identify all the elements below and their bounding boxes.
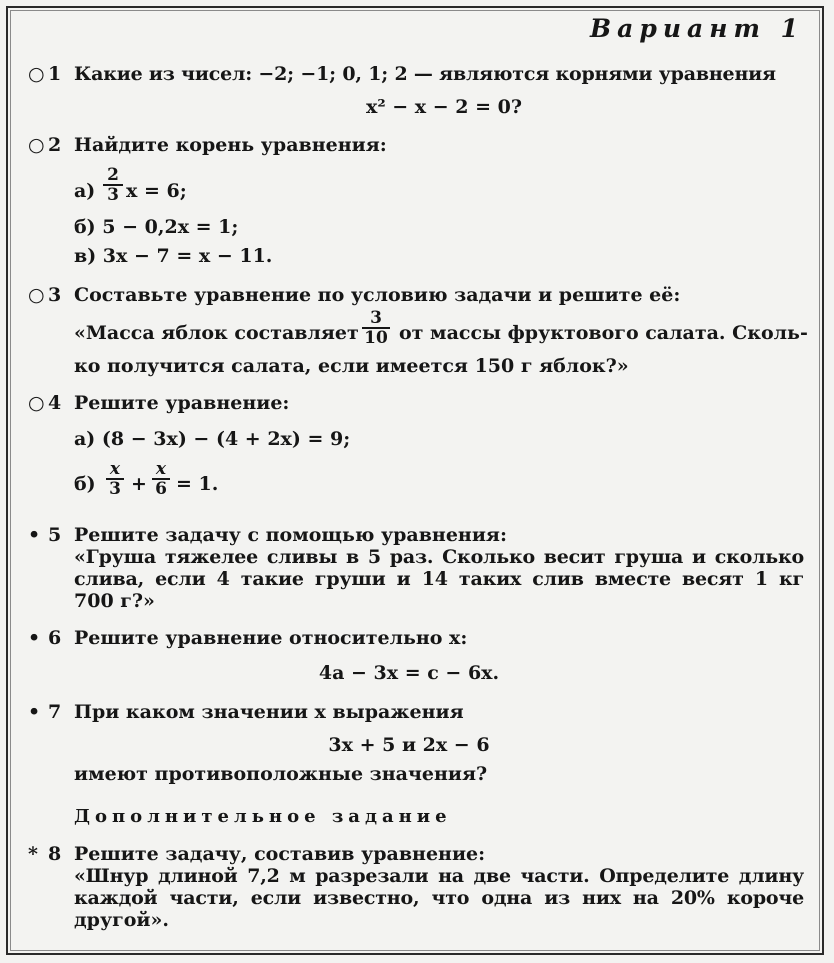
task-4-number: 4 [48,392,62,414]
task-1-number: 1 [48,63,62,85]
task-2-number: 2 [48,134,62,156]
task-3-fraction [362,309,390,347]
filled-bullet-icon: • [28,627,41,649]
fraction-numerator: x [106,460,124,480]
fraction-numerator: 2 [103,166,123,186]
task-1-line1: Какие из чисел: −2; −1; 0, 1; 2 — являются корнями уравнения [74,63,776,85]
task-8-line1: «Шнур длиной 7,2 м разрезали на две части. Определите длину [74,865,804,887]
task-7-text: При каком значении x выражения [74,701,464,723]
task-8-marker [28,843,72,865]
task-2-a-fraction [103,166,123,204]
task-4-text: Решите уравнение: [74,392,290,414]
open-circle-icon: ○ [28,63,45,85]
fraction-denominator: 3 [107,185,119,205]
task-4-b-fraction-2 [152,460,170,498]
task-4-b-rest: = 1. [176,473,219,495]
fraction-numerator: x [152,460,170,480]
task-4-b-plus: + [131,473,147,495]
extra-task-heading: Дополнительное задание [74,806,452,827]
task-6-text: Решите уравнение относительно x: [74,627,468,649]
variant-title: Вариант 1 [590,14,804,43]
task-3-text: Составьте уравнение по условию задачи и решите её: [74,284,681,306]
task-6-equation: 4a − 3x = c − 6x. [318,662,500,684]
task-4-b-prefix: б) [74,473,96,495]
task-3-line2: ко получится салата, если имеется 150 г яблок?» [74,355,629,377]
task-5-number: 5 [48,524,62,546]
asterisk-icon: * [28,843,38,865]
task-8-line3: другой». [74,909,170,931]
task-4-a: а) (8 − 3x) − (4 + 2x) = 9; [74,428,351,450]
task-3-line1-start: «Масса яблок составляет [74,322,359,344]
task-2-marker [28,134,72,156]
task-3-number: 3 [48,284,62,306]
task-5-line1: «Груша тяжелее сливы в 5 раз. Сколько весит груша и сколько [74,546,804,568]
open-circle-icon: ○ [28,134,45,156]
task-2-a-rest: x = 6; [126,180,187,202]
fraction-numerator: 3 [362,309,390,329]
task-3-line1-end: от массы фруктового салата. Сколь- [399,322,808,344]
task-4-b-fraction-1 [106,460,124,498]
filled-bullet-icon: • [28,524,41,546]
fraction-denominator: 10 [364,328,388,348]
task-7-number: 7 [48,701,62,723]
task-2-a-prefix: а) [74,180,96,202]
task-2-text: Найдите корень уравнения: [74,134,387,156]
task-2-b: б) 5 − 0,2x = 1; [74,216,239,238]
task-7-line3: имеют противоположные значения? [74,763,488,785]
task-5-line3: 700 г?» [74,590,155,612]
task-5-text: Решите задачу с помощью уравнения: [74,524,507,546]
open-circle-icon: ○ [28,284,45,306]
task-7-expressions: 3x + 5 и 2x − 6 [328,734,490,756]
task-6-marker [28,627,72,649]
task-2-c: в) 3x − 7 = x − 11. [74,245,273,267]
task-1-equation: x² − x − 2 = 0? [366,96,522,118]
task-6-number: 6 [48,627,62,649]
task-7-marker [28,701,72,723]
task-8-line2: каждой части, если известно, что одна из них на 20% короче [74,887,804,909]
fraction-denominator: 6 [155,479,167,499]
fraction-denominator: 3 [109,479,121,499]
task-8-number: 8 [48,843,62,865]
task-8-text: Решите задачу, составив уравнение: [74,843,486,865]
task-5-line2: слива, если 4 такие груши и 14 таких слив вместе весят 1 кг [74,568,804,590]
task-4-marker [28,392,72,414]
task-1-marker [28,63,72,85]
filled-bullet-icon: • [28,701,41,723]
task-3-marker [28,284,72,306]
open-circle-icon: ○ [28,392,45,414]
task-5-marker [28,524,72,546]
